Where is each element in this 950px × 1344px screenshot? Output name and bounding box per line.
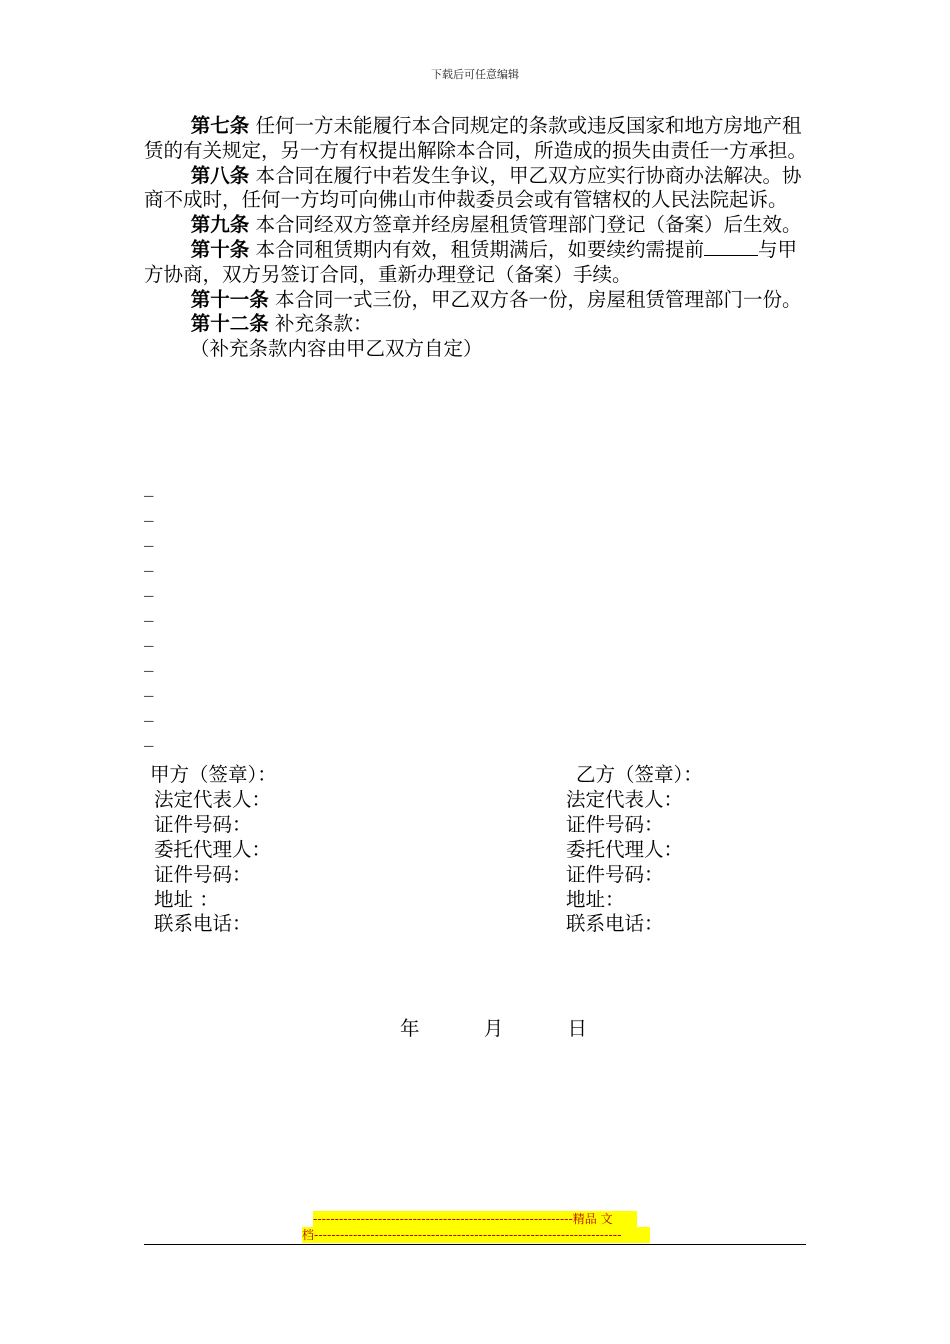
article-7-text: 任何一方未能履行本合同规定的条款或违反国家和地方房地产租赁的有关规定，另一方有权提出解除本合同，所造成的损失由责任一方承担。 — [144, 114, 808, 162]
party-b-phone-label: 联系电话： — [566, 912, 664, 936]
party-a-address-label: 地址 ： — [154, 887, 219, 911]
blank-line[interactable]: _ — [144, 600, 154, 622]
footer-line-1: ------------------------------------------------------------精品 文 — [313, 1211, 637, 1227]
article-8 — [144, 164, 808, 214]
article-9-text: 本合同经双方签章并经房屋租赁管理部门登记（备案）后生效。 — [249, 213, 802, 237]
blank-line[interactable]: _ — [144, 650, 154, 672]
date-year-label: 年 — [400, 1017, 420, 1040]
article-8-label: 第八条 — [190, 163, 250, 187]
party-b-id2-label: 证件号码： — [566, 862, 664, 886]
party-b-address-label: 地址： — [566, 887, 625, 911]
date-month-label: 月 — [483, 1017, 504, 1040]
article-12-label: 第十二条 — [190, 312, 269, 336]
article-9-label: 第九条 — [190, 213, 250, 237]
blank-line[interactable]: _ — [144, 575, 154, 597]
party-b-rep-label: 法定代表人： — [566, 787, 684, 811]
article-11 — [144, 288, 808, 313]
blank-line[interactable]: _ — [144, 725, 154, 747]
party-b-agent-label: 委托代理人： — [566, 837, 684, 861]
article-10 — [144, 238, 808, 288]
article-10-label: 第十条 — [190, 237, 250, 261]
supplement-note: （补充条款内容由甲乙双方自定） — [190, 337, 483, 361]
party-a-id2-label: 证件号码： — [154, 862, 252, 886]
blank-line[interactable]: _ — [144, 550, 154, 572]
footer-watermark — [302, 1211, 650, 1243]
supplement-blank-lines — [144, 474, 154, 749]
blank-line[interactable]: _ — [144, 625, 154, 647]
page-header: 下载后可任意编辑 — [431, 68, 519, 81]
blank-line[interactable]: _ — [144, 675, 154, 697]
party-b-id1-label: 证件号码： — [566, 812, 664, 836]
party-a-signature-block — [150, 763, 277, 937]
party-b-title: 乙方（签章）： — [576, 763, 703, 786]
notice-period-blank[interactable] — [704, 238, 758, 256]
article-10-text-after: 与甲方协商，双方另签订合同，重新办理登记（备案）手续。 — [144, 237, 798, 286]
article-11-text: 本合同一式三份，甲乙双方各一份，房屋租赁管理部门一份。 — [268, 287, 802, 311]
article-7-label: 第七条 — [190, 114, 250, 137]
footer-line-2: 档----------------------------------------------------------------------- — [302, 1227, 650, 1243]
footer-divider — [144, 1244, 806, 1245]
blank-line[interactable]: _ — [144, 700, 154, 722]
party-a-agent-label: 委托代理人： — [154, 837, 272, 861]
article-10-text-before: 本合同租赁期内有效，租赁期满后，如要续约需提前 — [249, 237, 705, 261]
article-8-text: 本合同在履行中若发生争议，甲乙双方应实行协商办法解决。协商不成时，任何一方均可向佛山市仲裁委员会或有管辖权的人民法院起诉。 — [144, 163, 802, 212]
party-b-signature-block — [566, 763, 703, 937]
date-day-label: 日 — [567, 1017, 587, 1040]
party-a-id1-label: 证件号码： — [154, 812, 252, 836]
article-7 — [144, 114, 808, 164]
blank-line[interactable]: _ — [144, 525, 154, 547]
contract-body — [144, 114, 808, 362]
article-9 — [144, 213, 808, 238]
article-12-text: 补充条款： — [268, 312, 373, 336]
article-12 — [144, 312, 808, 337]
party-a-phone-label: 联系电话： — [154, 912, 252, 936]
party-a-title: 甲方（签章）： — [150, 763, 277, 786]
party-a-rep-label: 法定代表人： — [154, 787, 272, 811]
signing-date — [400, 1013, 587, 1041]
blank-line[interactable]: _ — [144, 475, 154, 497]
article-11-label: 第十一条 — [190, 287, 269, 311]
blank-line[interactable]: _ — [144, 500, 154, 522]
